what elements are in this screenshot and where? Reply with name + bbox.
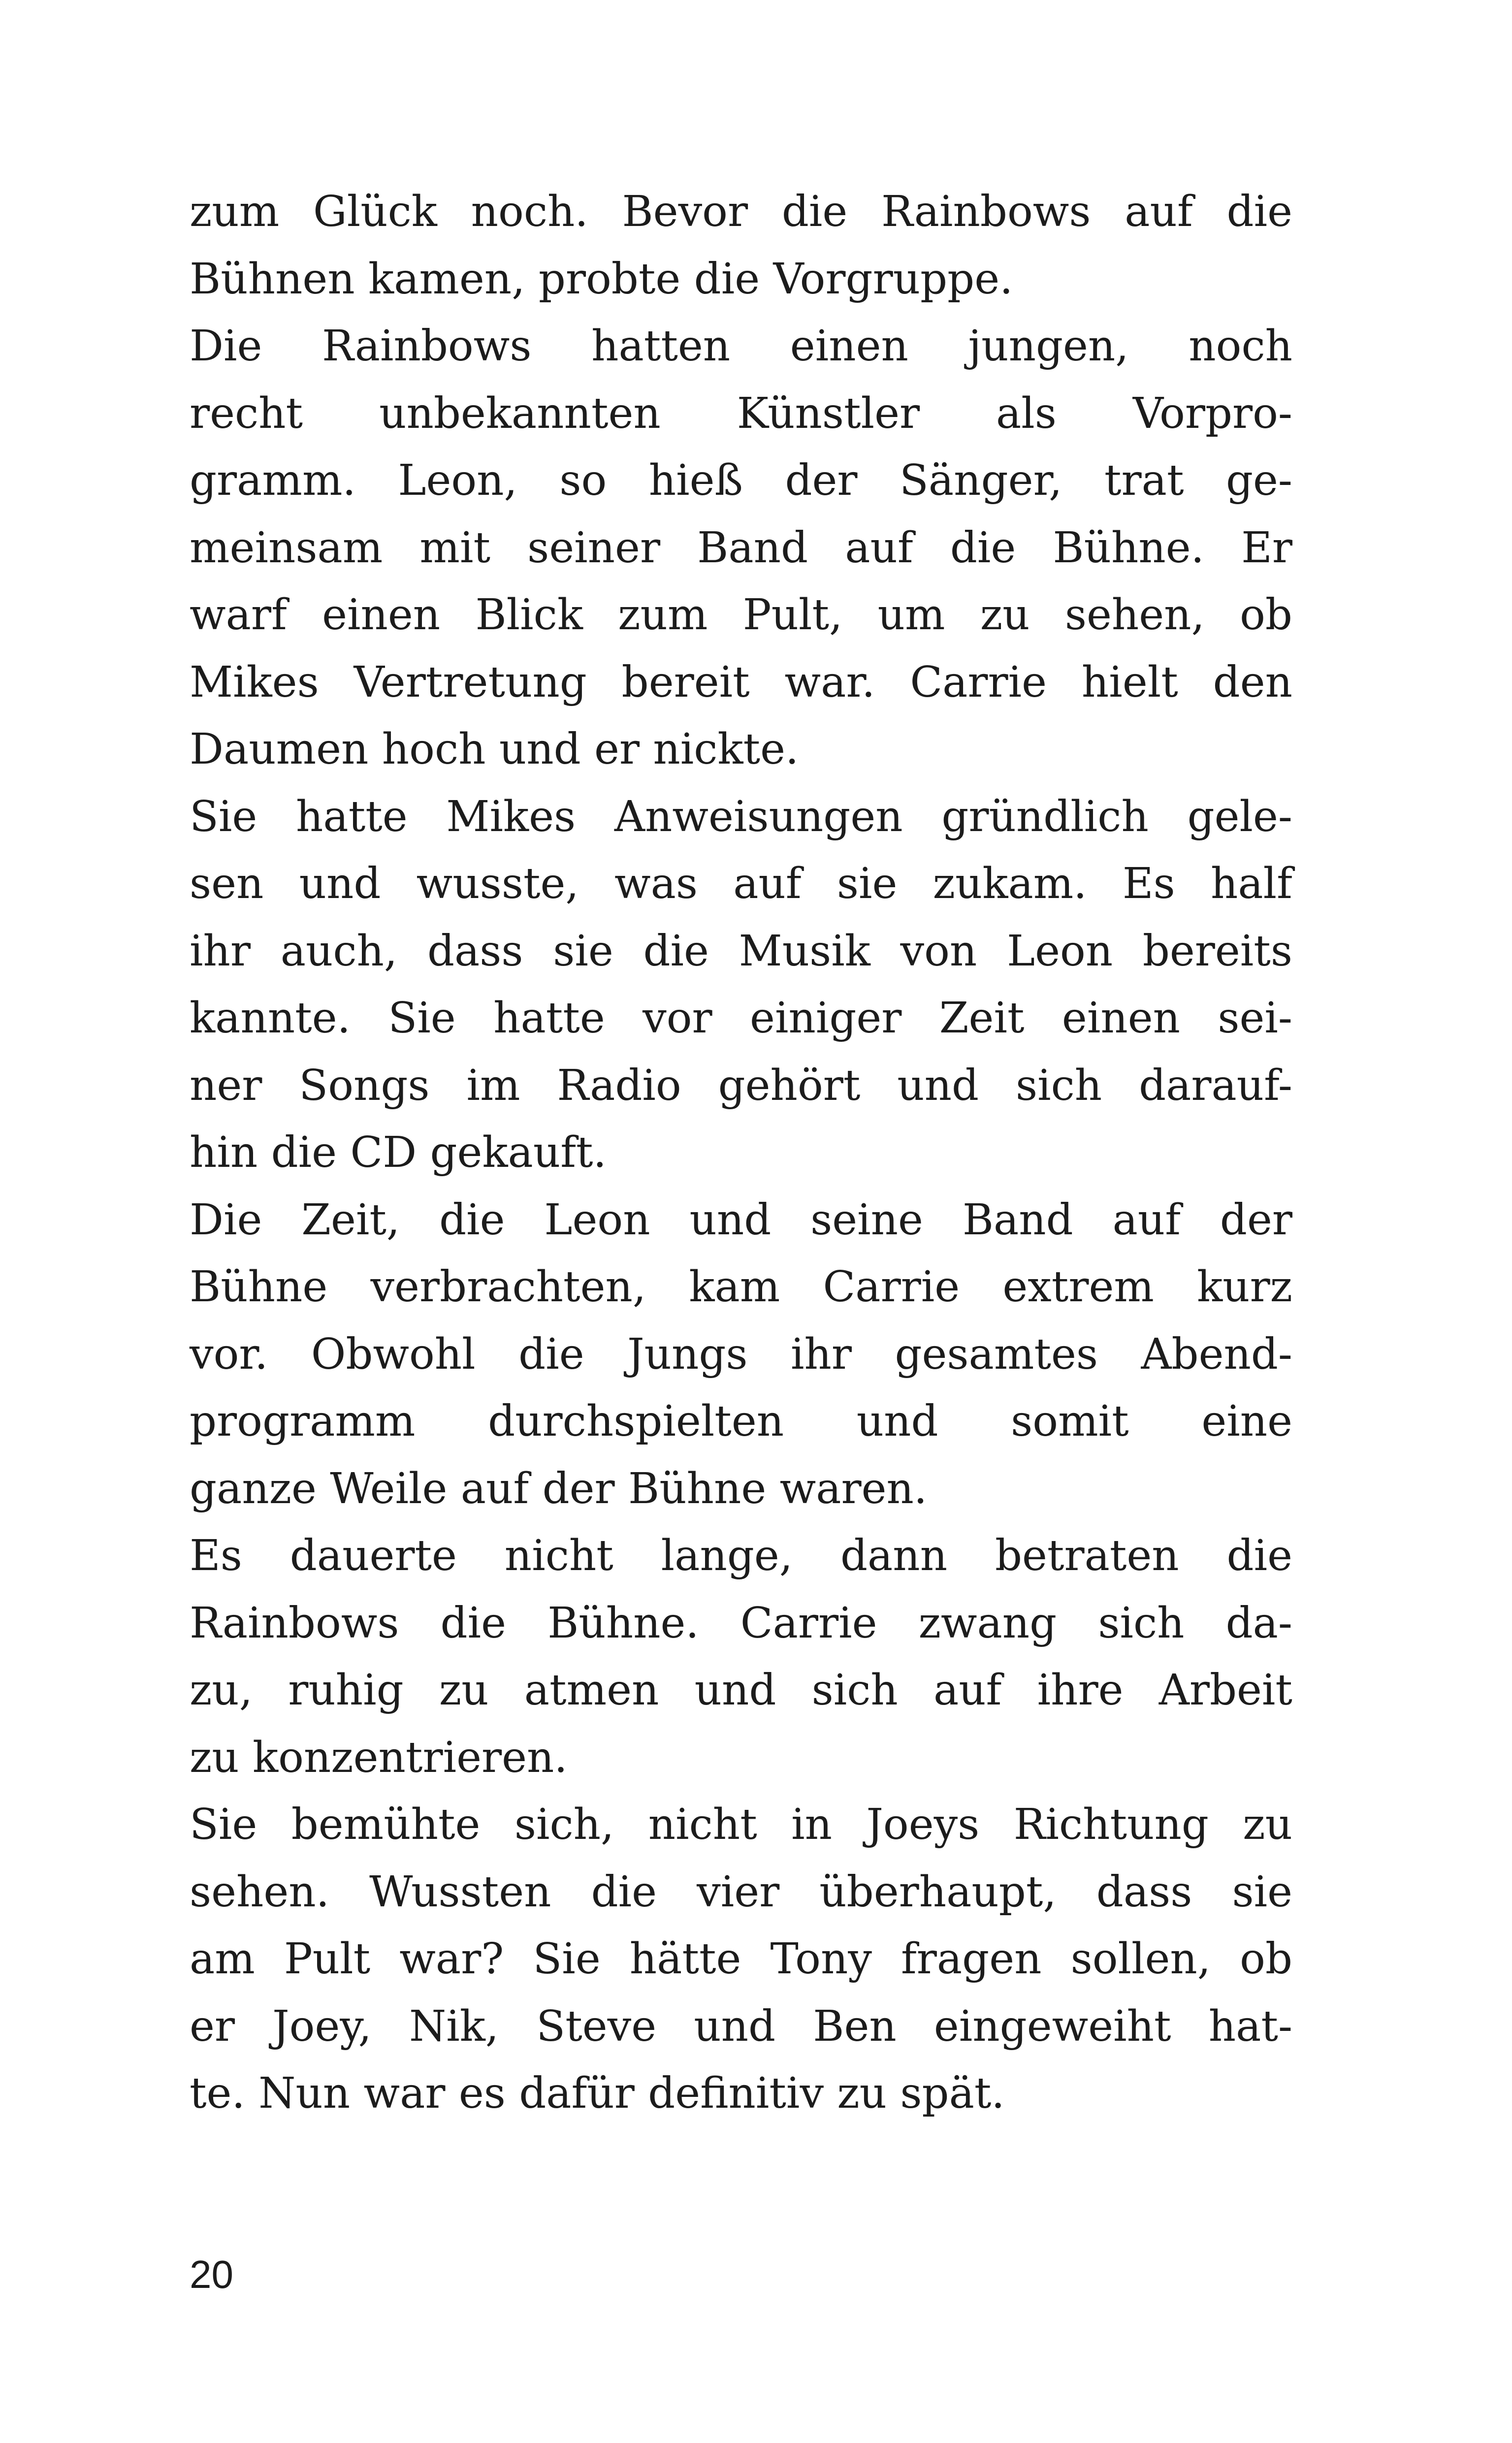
text-line: Die Zeit, die Leon und seine Band auf der	[190, 1195, 1292, 1245]
text-line: Es dauerte nicht lange, dann betraten die	[190, 1531, 1292, 1580]
page-number: 20	[190, 2252, 233, 2296]
text-line: warf einen Blick zum Pult, um zu sehen, ob	[190, 590, 1292, 640]
text-line: er Joey, Nik, Steve und Ben eingeweiht hat-	[190, 2001, 1292, 2051]
text-line: hin die CD gekauft.	[190, 1128, 607, 1177]
text-line: recht unbekannten Künstler als Vorpro-	[190, 388, 1292, 438]
text-line: Rainbows die Bühne. Carrie zwang sich da-	[190, 1598, 1292, 1648]
text-line: zu, ruhig zu atmen und sich auf ihre Arbeit	[190, 1666, 1292, 1715]
text-line: Mikes Vertretung bereit war. Carrie hielt den	[190, 657, 1292, 707]
text-line: programm durchspielten und somit eine	[190, 1397, 1292, 1446]
text-line: vor. Obwohl die Jungs ihr gesamtes Abend-	[190, 1329, 1292, 1379]
text-line: meinsam mit seiner Band auf die Bühne. Er	[190, 523, 1292, 573]
text-line: Die Rainbows hatten einen jungen, noch	[190, 321, 1292, 371]
text-line: gramm. Leon, so hieß der Sänger, trat ge-	[190, 456, 1292, 505]
text-line: am Pult war? Sie hätte Tony fragen sollen, ob	[190, 1934, 1292, 1984]
text-line: zu konzentrieren.	[190, 1733, 568, 1782]
body-text	[190, 178, 1292, 2127]
text-line: ganze Weile auf der Bühne waren.	[190, 1464, 928, 1513]
text-line: te. Nun war es dafür definitiv zu spät.	[190, 2069, 1005, 2118]
text-line: Sie hatte Mikes Anweisungen gründlich gele-	[190, 792, 1292, 841]
text-line: zum Glück noch. Bevor die Rainbows auf die	[190, 187, 1292, 236]
text-line: Bühnen kamen, probte die Vorgruppe.	[190, 254, 1013, 304]
text-line: sehen. Wussten die vier überhaupt, dass sie	[190, 1867, 1292, 1917]
text-line: Sie bemühte sich, nicht in Joeys Richtung zu	[190, 1800, 1292, 1849]
text-line: Daumen hoch und er nickte.	[190, 725, 799, 774]
text-line: kannte. Sie hatte vor einiger Zeit einen sei-	[190, 994, 1292, 1043]
text-line: sen und wusste, was auf sie zukam. Es half	[190, 859, 1292, 908]
text-line: Bühne verbrachten, kam Carrie extrem kurz	[190, 1262, 1292, 1312]
text-line: ihr auch, dass sie die Musik von Leon bereits	[190, 926, 1292, 976]
text-line: ner Songs im Radio gehört und sich darauf-	[190, 1061, 1292, 1110]
